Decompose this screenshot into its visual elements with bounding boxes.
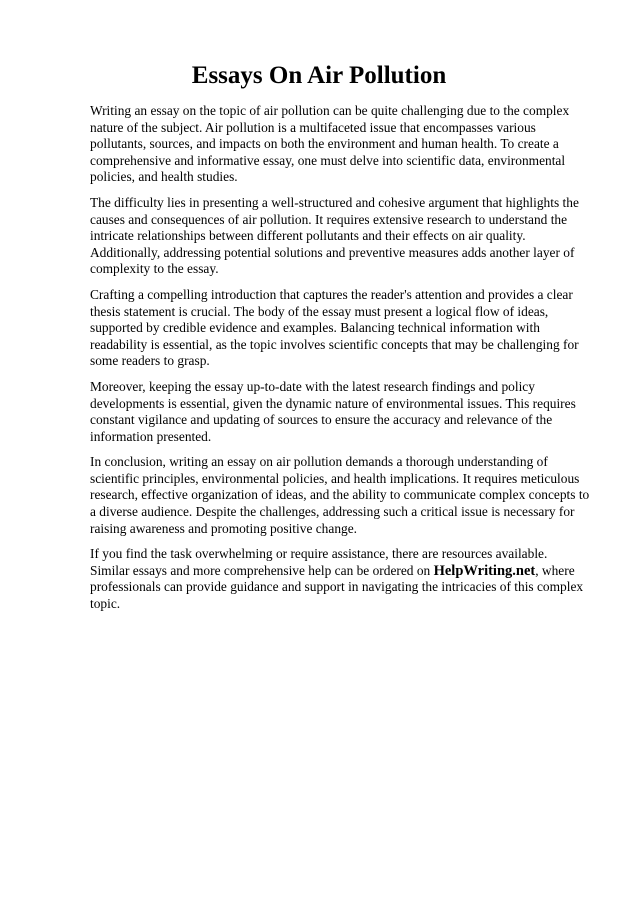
paragraph-2: The difficulty lies in presenting a well-structured and cohesive argument that highlights the causes and consequences of air pollution. It requires extensive research to understand the intricate relationships between different pollutants and their effects on air quality. Additionally, addressing potential solutions and preventive measures adds another layer of complexity to the essay. [90, 194, 579, 277]
closing-text-after: , where professionals can provide guidance and support in navigating the intricacies of this complex topic. [90, 562, 584, 612]
paragraph-1: Writing an essay on the topic of air pollution can be quite challenging due to the complex nature of the subject. Air pollution is a multifaceted issue that encompasses various pollutants, sources, and impacts on both the environment and human health. To create a comprehensive and informative essay, one must delve into scientific data, environmental policies, and health studies. [90, 103, 570, 185]
paragraph-4: Moreover, keeping the essay up-to-date with the latest research findings and policy developments is essential, given the dynamic nature of environmental issues. This requires constant vigilance and updating of sources to ensure the accuracy and relevance of the information presented. [90, 378, 576, 444]
paragraph-5: In conclusion, writing an essay on air pollution demands a thorough understanding of scientific principles, environmental policies, and health implications. It requires meticulous research, effective organization of ideas, and the ability to communicate complex concepts to a diverse audience. Despite the challenges, addressing such a critical issue is necessary for raising awareness and promoting positive change. [90, 454, 590, 536]
closing-paragraph [90, 546, 590, 612]
document-body [90, 103, 590, 622]
helpwriting-link[interactable]: HelpWriting.net [433, 562, 536, 579]
paragraph-3: Crafting a compelling introduction that captures the reader's attention and provides a clear thesis statement is crucial. The body of the essay must present a logical flow of ideas, supported by credible evidence and examples. Balancing technical information with readability is essential, as the topic involves scientific concepts that may be challenging for some readers to grasp. [90, 286, 579, 369]
document-title: Essays On Air Pollution [191, 62, 447, 89]
closing-text-before: If you find the task overwhelming or require assistance, there are resources available. Similar essays and more comprehensive help can be ordered on [90, 546, 548, 578]
